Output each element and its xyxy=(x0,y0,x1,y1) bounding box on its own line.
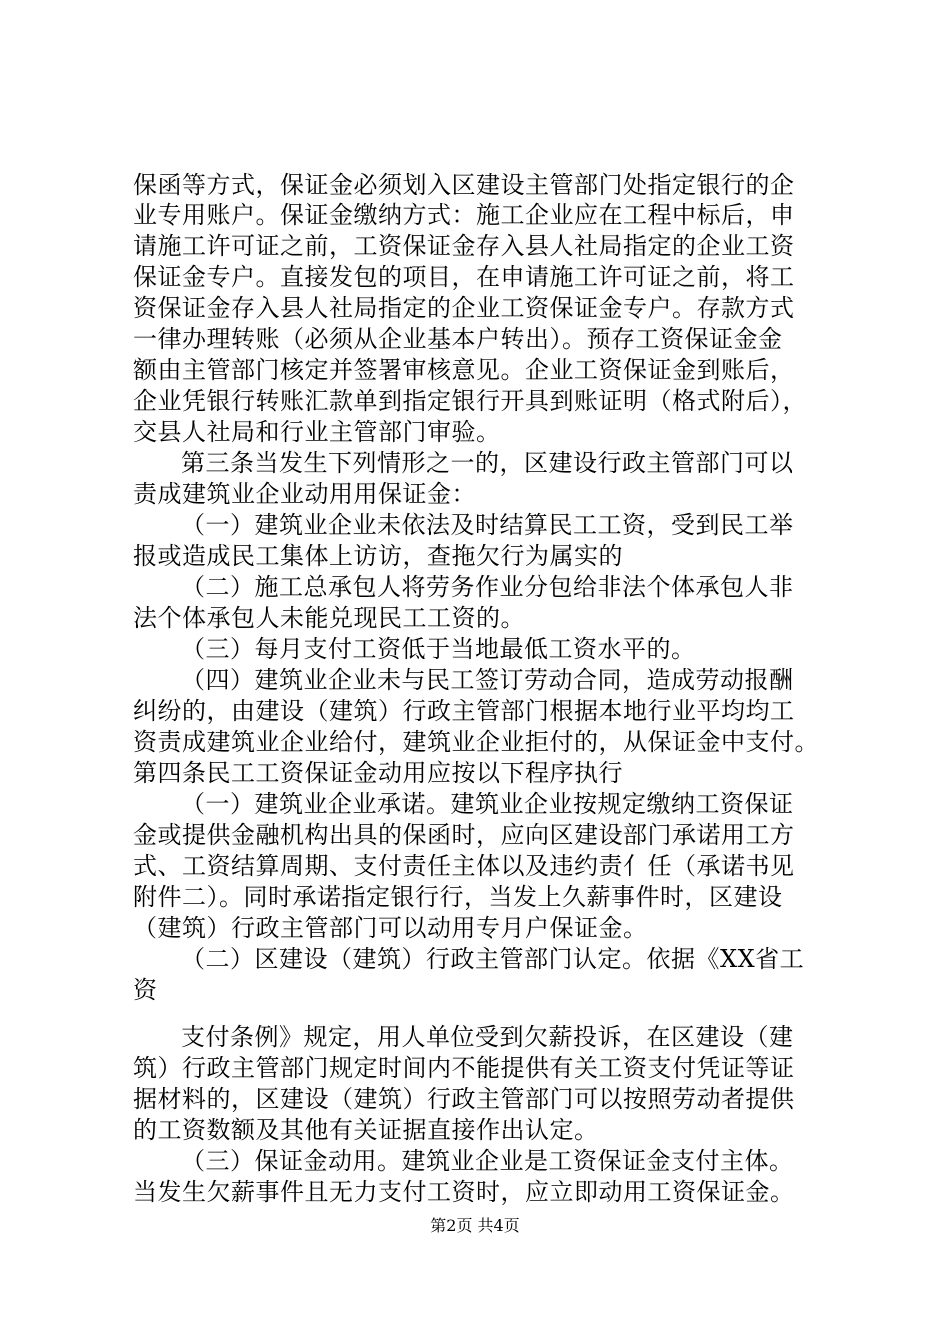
text-line: 一律办理转账（必须从企业基本户转出）。预存工资保证金金 xyxy=(133,325,783,353)
text-line: 式、工资结算周期、支付责任主体以及违约责亻任（承诺书见 xyxy=(133,852,795,880)
text-line: 筑）行政主管部门规定时间内不能提供有关工资支付凭证等证 xyxy=(133,1054,795,1082)
text-line: 责成建筑业企业动用用保证金： xyxy=(133,480,476,508)
text-line: 业专用账户。保证金缴纳方式：施工企业应在工程中标后，申 xyxy=(133,201,795,229)
text-line: 法个体承包人未能兑现民工工资的。 xyxy=(133,604,525,632)
text-line: 保证金专户。直接发包的项目，在申请施工许可证之前，将工 xyxy=(133,263,795,291)
text-line: 据材料的，区建设（建筑）行政主管部门可以按照劳动者提供 xyxy=(133,1085,795,1113)
list-item: （四）建筑业企业未与民工签订劳动合同，造成劳动报酬 xyxy=(181,666,794,694)
text-line: 附件二）。同时承诺指定银行行，当发上久薪事件时，区建设 xyxy=(133,883,783,911)
text-line: 请施工许可证之前，工资保证金存入县人社局指定的企业工资 xyxy=(133,232,795,260)
article-heading: 第四条民工工资保证金动用应按以下程序执行 xyxy=(133,759,623,787)
text-line: 资保证金存入县人社局指定的企业工资保证金专户。存款方式 xyxy=(133,294,795,322)
text-line: 资 xyxy=(133,976,158,1004)
text-line: 保函等方式，保证金必须划入区建设主管部门处指定银行的企 xyxy=(133,171,795,199)
text-line: 资责成建筑业企业给付，建筑业企业拒付的，从保证金中支付。 xyxy=(133,728,819,756)
list-item: （二）区建设（建筑）行政主管部门认定。依据《XX省工 xyxy=(181,945,805,973)
page-number-footer: 第2页 共4页 xyxy=(430,1216,520,1235)
article-heading: 第三条当发生下列情形之一的，区建设行政主管部门可以 xyxy=(181,449,794,477)
text-line: 报或造成民工集体上访访，查拖欠行为属实的 xyxy=(133,542,623,570)
text-line: 金或提供金融机构出具的保函时，应向区建设部门承诺用工方 xyxy=(133,821,795,849)
list-item: （一）建筑业企业未依法及时结算民工工资，受到民工举 xyxy=(181,511,794,539)
text-line: 纠纷的，由建设（建筑）行政主管部门根据本地行业平均均工 xyxy=(133,697,795,725)
text-line: 的工资数额及其他有关证据直接作出认定。 xyxy=(133,1116,599,1144)
text-line: （建筑）行政主管部门可以动用专月户保证金。 xyxy=(133,914,648,942)
text-line: 额由主管部门核定并签署审核意见。企业工资保证金到账后， xyxy=(133,356,795,384)
text-line: 支付条例》规定，用人单位受到欠薪投诉，在区建设（建 xyxy=(181,1023,794,1051)
list-item: （三）每月支付工资低于当地最低工资水平的。 xyxy=(181,635,696,663)
list-item: （一）建筑业企业承诺。建筑业企业按规定缴纳工资保证 xyxy=(181,790,794,818)
list-item: （三）保证金动用。建筑业企业是工资保证金支付主体。 xyxy=(181,1147,794,1175)
text-line: 企业凭银行转账汇款单到指定银行开具到账证明（格式附后）， xyxy=(133,387,807,415)
list-item: （二）施工总承包人将劳务作业分包给非法个体承包人非 xyxy=(181,573,794,601)
text-line: 交县人社局和行业主管部门审验。 xyxy=(133,418,501,446)
text-line: 当发生欠薪事件且无力支付工资时，应立即动用工资保证金。 xyxy=(133,1178,795,1206)
